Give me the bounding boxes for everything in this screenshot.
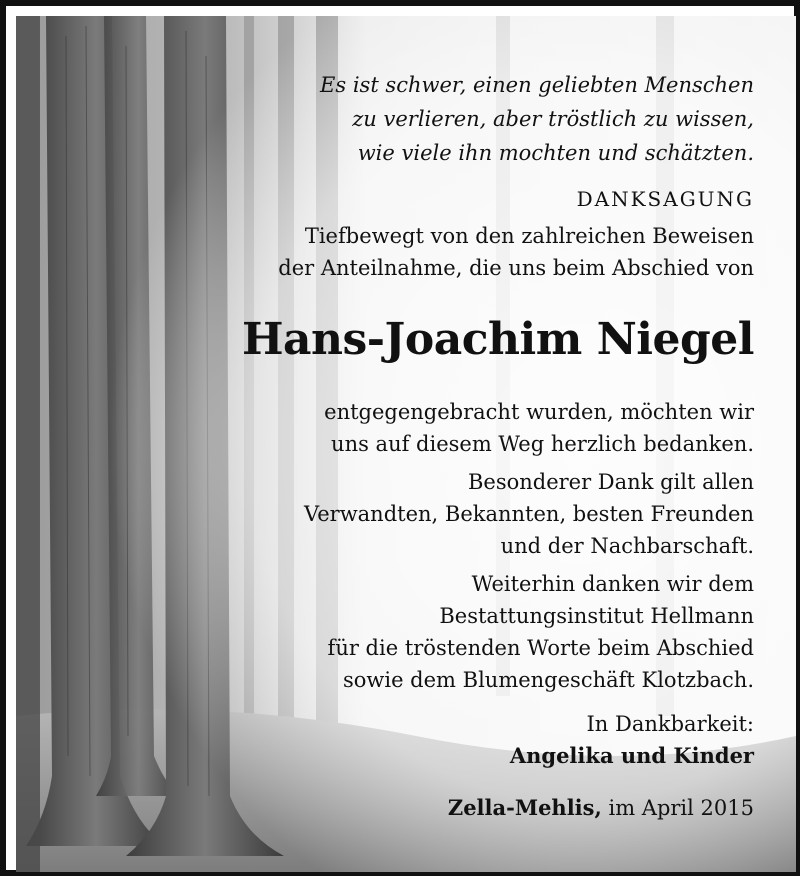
thanks-line: entgegengebracht wurden, möchten wir: [324, 400, 754, 424]
quote-block: [320, 68, 754, 170]
place: Zella-Mehlis,: [447, 795, 602, 820]
further-thanks-line: für die tröstenden Worte beim Abschied: [327, 636, 754, 660]
further-thanks-paragraph: [328, 568, 754, 696]
thanks-paragraph: [324, 396, 754, 460]
notice-panel: [16, 16, 796, 872]
further-thanks-line: sowie dem Blumengeschäft Klotzbach.: [342, 668, 754, 692]
special-thanks-line: Besonderer Dank gilt allen: [467, 470, 754, 494]
thanks-line: uns auf diesem Weg herzlich bedanken.: [331, 432, 754, 456]
signature-block: [510, 708, 754, 772]
further-thanks-line: Bestattungsinstitut Hellmann: [439, 604, 754, 628]
further-thanks-line: Weiterhin danken wir dem: [471, 572, 754, 596]
quote-line: zu verlieren, aber tröstlich zu wissen,: [352, 107, 754, 131]
intro-line: Tiefbewegt von den zahlreichen Beweisen: [304, 224, 754, 248]
notice-heading: DANKSAGUNG: [576, 187, 754, 211]
date: im April 2015: [608, 796, 754, 820]
intro-line: der Anteilnahme, die uns beim Abschied von: [278, 256, 754, 280]
deceased-name: Hans-Joachim Niegel: [241, 314, 754, 365]
special-thanks-line: und der Nachbarschaft.: [500, 534, 754, 558]
place-date-line: [448, 792, 754, 824]
signature-intro: In Dankbarkeit:: [586, 712, 754, 736]
signature-names: Angelika und Kinder: [509, 743, 754, 768]
special-thanks-paragraph: [304, 466, 754, 562]
special-thanks-line: Verwandten, Bekannten, besten Freunden: [303, 502, 754, 526]
quote-line: Es ist schwer, einen geliebten Menschen: [320, 73, 754, 97]
intro-paragraph: [278, 220, 754, 284]
quote-line: wie viele ihn mochten und schätzten.: [357, 141, 754, 165]
